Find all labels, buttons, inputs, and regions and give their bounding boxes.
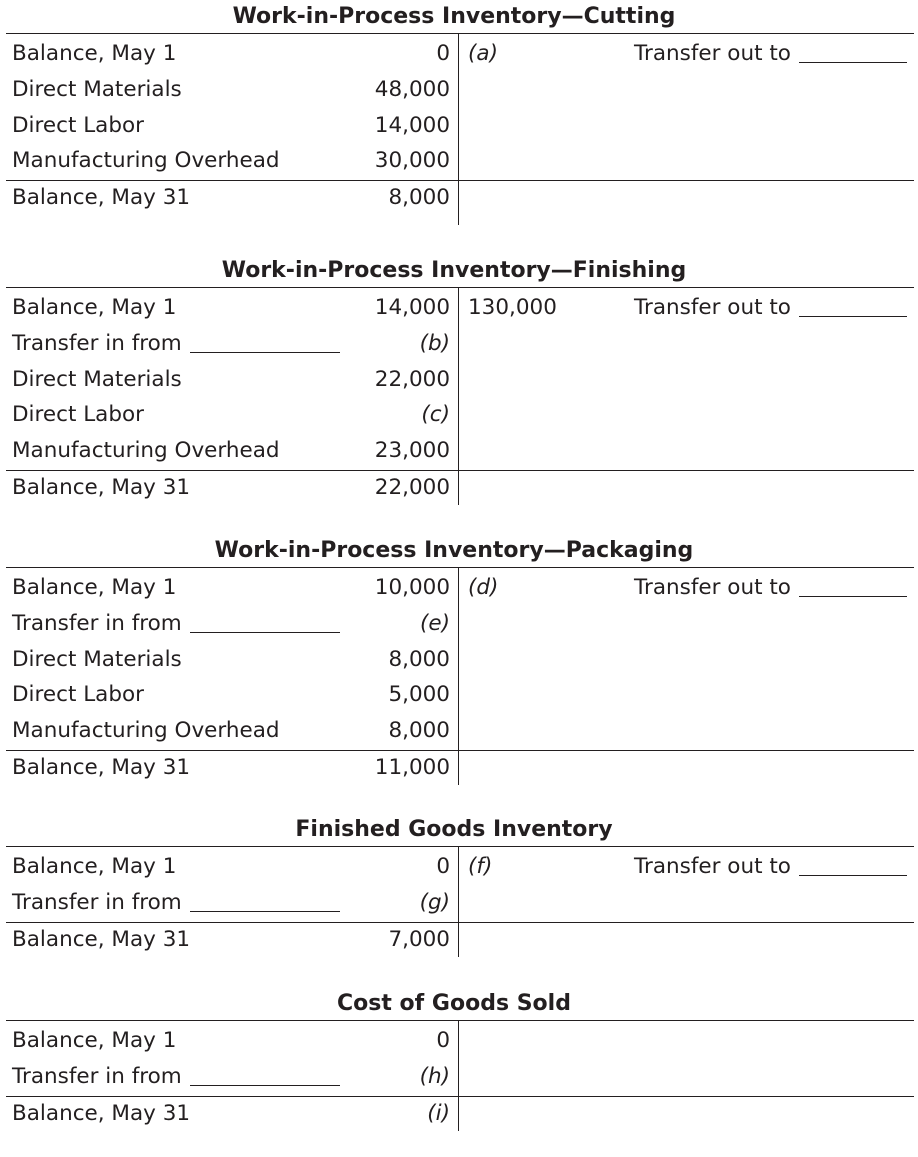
credit-label-text: Transfer out to bbox=[634, 575, 791, 600]
row-amount: 0 bbox=[436, 854, 450, 879]
credit-label-text: Transfer out to bbox=[634, 854, 791, 879]
row-amount: 48,000 bbox=[374, 77, 450, 102]
row-label: Direct Labor bbox=[12, 682, 145, 707]
row-label: Direct Materials bbox=[12, 647, 182, 672]
debit-row bbox=[6, 143, 914, 179]
credit-label bbox=[634, 290, 907, 326]
t-account-packaging bbox=[6, 535, 914, 787]
row-amount: (b) bbox=[419, 331, 450, 356]
debit-row bbox=[6, 362, 914, 398]
debit-row bbox=[6, 326, 914, 362]
credit-label bbox=[634, 849, 907, 885]
row-label: Balance, May 31 bbox=[12, 1101, 191, 1126]
credit-amount: (d) bbox=[468, 575, 499, 600]
row-amount: 22,000 bbox=[374, 475, 450, 500]
row-amount: (e) bbox=[419, 611, 450, 636]
row-label: Balance, May 1 bbox=[12, 1028, 177, 1053]
row-amount: 23,000 bbox=[374, 438, 450, 463]
row-label: Balance, May 1 bbox=[12, 295, 177, 320]
row-amount: 14,000 bbox=[374, 113, 450, 138]
account-top-rule bbox=[6, 567, 914, 568]
row-amount: (i) bbox=[427, 1101, 450, 1126]
row-amount: 22,000 bbox=[374, 367, 450, 392]
debit-row bbox=[6, 606, 914, 642]
credit-label-text: Transfer out to bbox=[634, 295, 791, 320]
answer-blank bbox=[190, 330, 340, 353]
debit-row bbox=[6, 885, 914, 921]
row-amount: 14,000 bbox=[374, 295, 450, 320]
row-label bbox=[12, 606, 340, 642]
row-label: Direct Materials bbox=[12, 367, 182, 392]
credit-label bbox=[634, 36, 907, 72]
account-title: Work-in-Process Inventory—Packaging bbox=[214, 538, 694, 563]
t-account-finished-goods bbox=[6, 814, 914, 959]
row-label: Balance, May 31 bbox=[12, 755, 191, 780]
row-label: Balance, May 31 bbox=[12, 185, 191, 210]
account-title: Work-in-Process Inventory—Cutting bbox=[232, 4, 676, 29]
row-label-text: Transfer in from bbox=[12, 331, 182, 356]
debit-row bbox=[6, 290, 914, 326]
row-label: Balance, May 31 bbox=[12, 927, 191, 952]
credit-amount: 130,000 bbox=[468, 295, 557, 320]
row-label: Direct Labor bbox=[12, 402, 145, 427]
ending-balance-row bbox=[6, 922, 914, 958]
row-label: Balance, May 1 bbox=[12, 575, 177, 600]
answer-blank bbox=[799, 574, 907, 597]
debit-row bbox=[6, 570, 914, 606]
answer-blank bbox=[190, 1063, 340, 1086]
row-label: Balance, May 1 bbox=[12, 41, 177, 66]
answer-blank bbox=[190, 610, 340, 633]
row-label: Direct Materials bbox=[12, 77, 182, 102]
answer-blank bbox=[799, 40, 907, 63]
row-amount: 8,000 bbox=[388, 185, 450, 210]
debit-row bbox=[6, 433, 914, 469]
debit-row bbox=[6, 108, 914, 144]
row-amount: 0 bbox=[436, 41, 450, 66]
ending-balance-row bbox=[6, 1096, 914, 1132]
debit-row bbox=[6, 1023, 914, 1059]
row-label: Direct Labor bbox=[12, 113, 145, 138]
row-amount: 8,000 bbox=[388, 718, 450, 743]
row-amount: 5,000 bbox=[388, 682, 450, 707]
answer-blank bbox=[799, 853, 907, 876]
row-label-text: Transfer in from bbox=[12, 611, 182, 636]
debit-row bbox=[6, 713, 914, 749]
row-label: Balance, May 31 bbox=[12, 475, 191, 500]
row-label: Manufacturing Overhead bbox=[12, 148, 280, 173]
t-account-cost-of-goods-sold bbox=[6, 988, 914, 1133]
account-top-rule bbox=[6, 846, 914, 847]
debit-row bbox=[6, 642, 914, 678]
ending-balance-row bbox=[6, 180, 914, 216]
row-amount: 11,000 bbox=[374, 755, 450, 780]
debit-row bbox=[6, 36, 914, 72]
credit-label-text: Transfer out to bbox=[634, 41, 791, 66]
account-title: Finished Goods Inventory bbox=[295, 817, 613, 842]
row-label: Manufacturing Overhead bbox=[12, 438, 280, 463]
row-label-text: Transfer in from bbox=[12, 1064, 182, 1089]
debit-row bbox=[6, 677, 914, 713]
ending-balance-row bbox=[6, 470, 914, 506]
account-title: Cost of Goods Sold bbox=[337, 991, 571, 1016]
credit-amount: (a) bbox=[468, 41, 498, 66]
debit-row bbox=[6, 849, 914, 885]
row-label bbox=[12, 885, 340, 921]
credit-label bbox=[634, 570, 907, 606]
answer-blank bbox=[799, 294, 907, 317]
debit-row bbox=[6, 72, 914, 108]
account-top-rule bbox=[6, 1020, 914, 1021]
ending-balance-row bbox=[6, 750, 914, 786]
row-amount: 8,000 bbox=[388, 647, 450, 672]
account-title: Work-in-Process Inventory—Finishing bbox=[221, 258, 687, 283]
row-label bbox=[12, 326, 340, 362]
account-top-rule bbox=[6, 287, 914, 288]
row-amount: (h) bbox=[419, 1064, 450, 1089]
row-label: Manufacturing Overhead bbox=[12, 718, 280, 743]
row-label: Balance, May 1 bbox=[12, 854, 177, 879]
account-top-rule bbox=[6, 33, 914, 34]
row-amount: (c) bbox=[421, 402, 450, 427]
row-amount: (g) bbox=[419, 890, 450, 915]
row-amount: 0 bbox=[436, 1028, 450, 1053]
debit-row bbox=[6, 397, 914, 433]
t-account-finishing bbox=[6, 255, 914, 507]
row-amount: 30,000 bbox=[374, 148, 450, 173]
debit-row bbox=[6, 1059, 914, 1095]
credit-amount: (f) bbox=[468, 854, 493, 879]
row-amount: 10,000 bbox=[374, 575, 450, 600]
row-label-text: Transfer in from bbox=[12, 890, 182, 915]
t-account-cutting bbox=[6, 1, 914, 226]
row-label bbox=[12, 1059, 340, 1095]
row-amount: 7,000 bbox=[388, 927, 450, 952]
answer-blank bbox=[190, 889, 340, 912]
